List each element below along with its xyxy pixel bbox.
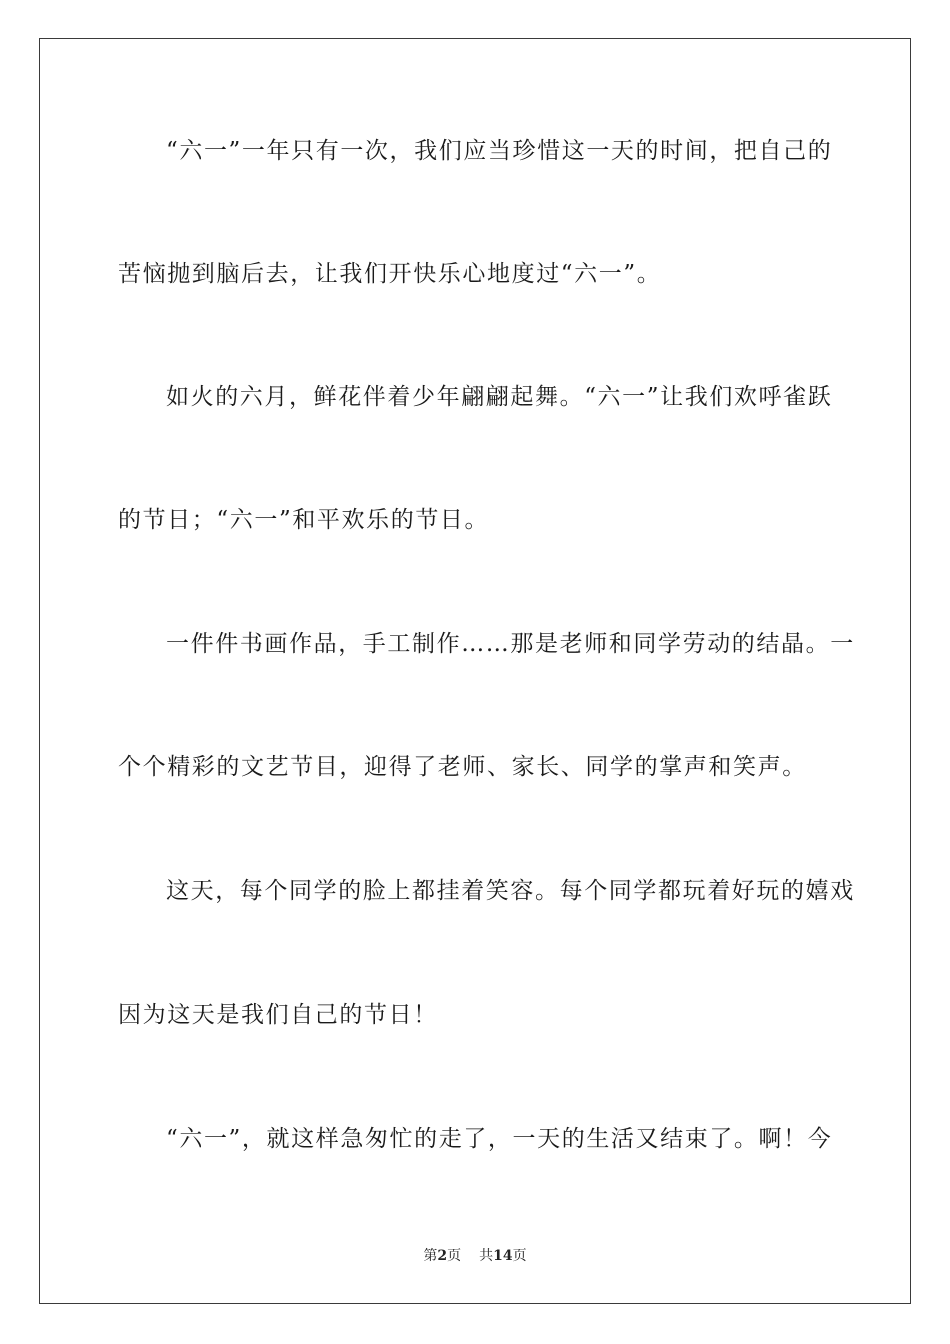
- page-border: [39, 38, 911, 1304]
- paragraph-4-line-1: 这天，每个同学的脸上都挂着笑容。每个同学都玩着好玩的嬉戏: [166, 878, 855, 904]
- paragraph-4-line-2: 因为这天是我们自己的节日！: [118, 1002, 438, 1028]
- paragraph-2-line-2: 的节日；“六一”和平欢乐的节日。: [118, 507, 490, 533]
- paragraph-5-line-1: “六一”，就这样急匆忙的走了，一天的生活又结束了。啊！今: [166, 1126, 833, 1152]
- total-suffix: 页: [512, 1248, 527, 1264]
- page-number: 2: [437, 1248, 448, 1264]
- total-prefix: 共: [479, 1248, 494, 1264]
- paragraph-3-line-2: 个个精彩的文艺节目，迎得了老师、家长、同学的掌声和笑声。: [118, 754, 807, 780]
- page-prefix: 第: [423, 1248, 438, 1264]
- paragraph-1-line-1: “六一”一年只有一次，我们应当珍惜这一天的时间，把自己的: [166, 138, 833, 164]
- page-footer: [0, 1246, 950, 1266]
- total-pages: 14: [493, 1248, 513, 1264]
- paragraph-2-line-1: 如火的六月，鲜花伴着少年翩翩起舞。“六一”让我们欢呼雀跃: [166, 384, 833, 410]
- paragraph-1-line-2: 苦恼抛到脑后去，让我们开快乐心地度过“六一”。: [118, 261, 662, 287]
- paragraph-3-line-1: 一件件书画作品，手工制作……那是老师和同学劳动的结晶。一: [166, 631, 855, 657]
- page-suffix: 页: [447, 1248, 462, 1264]
